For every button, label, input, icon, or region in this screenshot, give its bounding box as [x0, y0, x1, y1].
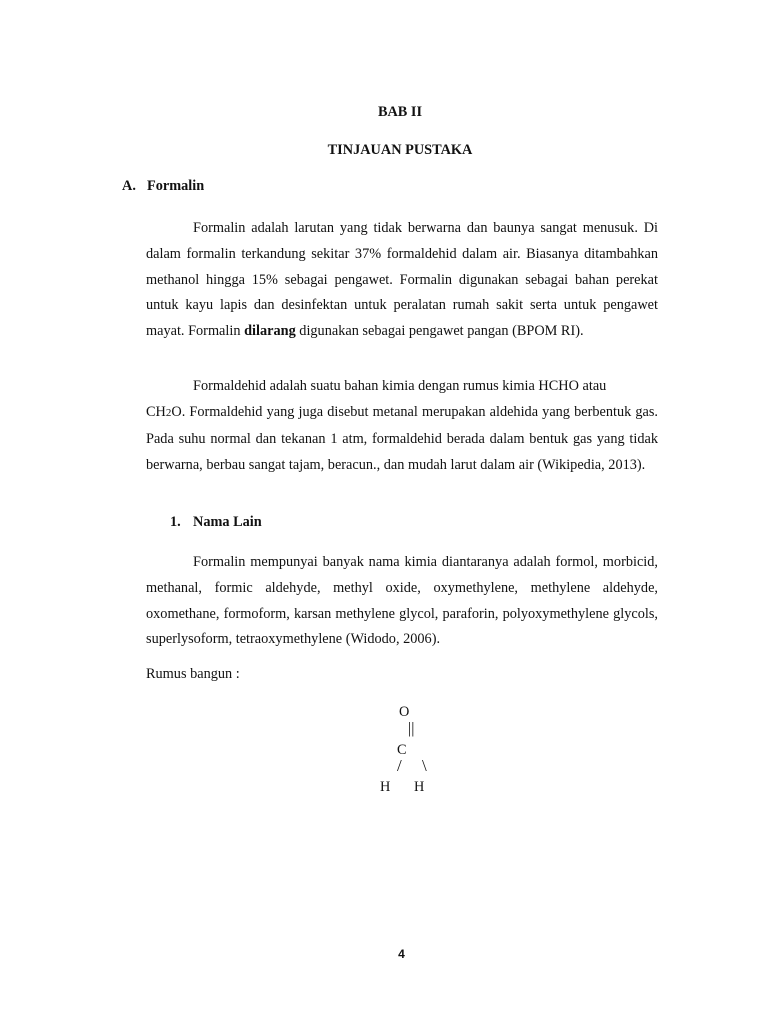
chapter-heading: BAB II	[377, 104, 423, 120]
rumus-label: Rumus bangun :	[146, 666, 240, 682]
paragraph-formaldehid-line1	[146, 374, 658, 400]
p2-rest: Formaldehid yang juga disebut metanal merupakan aldehida yang berbentuk gas. Pada suhu normal dan tekanan 1 atm, formaldehid berada dalam bentuk gas yang tidak berwarna, berbau sangat tajam, beracun., dan mudah larut dalam air (Wikipedia, 2013).	[146, 404, 658, 473]
double-bond: ||	[408, 720, 415, 737]
paragraph-nama-lain	[146, 550, 658, 653]
paragraph-formaldehid-rest	[146, 400, 658, 478]
section-a-marker: A.	[122, 178, 136, 194]
chapter-title: TINJAUAN PUSTAKA	[327, 142, 473, 158]
p1-bold-word: dilarang	[244, 323, 296, 340]
section-a-title: Formalin	[147, 178, 205, 194]
atom-hydrogen-right: H	[414, 779, 425, 795]
atom-oxygen: O	[399, 704, 410, 720]
p2-o: O.	[171, 404, 186, 420]
paragraph-formalin-definition	[146, 216, 658, 345]
atom-carbon: C	[397, 742, 407, 758]
p2-first-line: Formaldehid adalah suatu bahan kimia dengan rumus kimia HCHO atau	[193, 378, 607, 394]
bond-left: /	[397, 756, 402, 775]
subsection-1-title: Nama Lain	[193, 514, 262, 530]
p2-subscript: 2	[165, 407, 172, 419]
page-number: 4	[398, 947, 405, 961]
atom-hydrogen-left: H	[380, 779, 391, 795]
p1-text-before: Formalin adalah larutan yang tidak berwarna dan baunya sangat menusuk. Di dalam formalin terkandung sekitar 37% formaldehid dalam air. Biasanya ditambahkan methanol hingga 15% sebagai pengawet. Formalin digunakan sebagai bahan perekat untuk kayu lapis dan desinfektan untuk peralatan rumah sakit serta untuk pengawet mayat. Formalin	[146, 220, 658, 340]
p1-text-after: digunakan sebagai pengawet pangan (BPOM RI).	[295, 323, 584, 340]
bond-right: \	[422, 756, 427, 775]
p3-text: Formalin mempunyai banyak nama kimia diantaranya adalah formol, morbicid, methanal, formic aldehyde, methyl oxide, oxymethylene, methylene aldehyde, oxomethane, formoform, karsan methylene glycol, paraforin, polyoxymethylene glycols, superlysoform, tetraoxymethylene (Widodo, 2006).	[146, 554, 658, 648]
subsection-1-marker: 1.	[170, 514, 181, 530]
p2-ch: CH	[146, 404, 166, 420]
